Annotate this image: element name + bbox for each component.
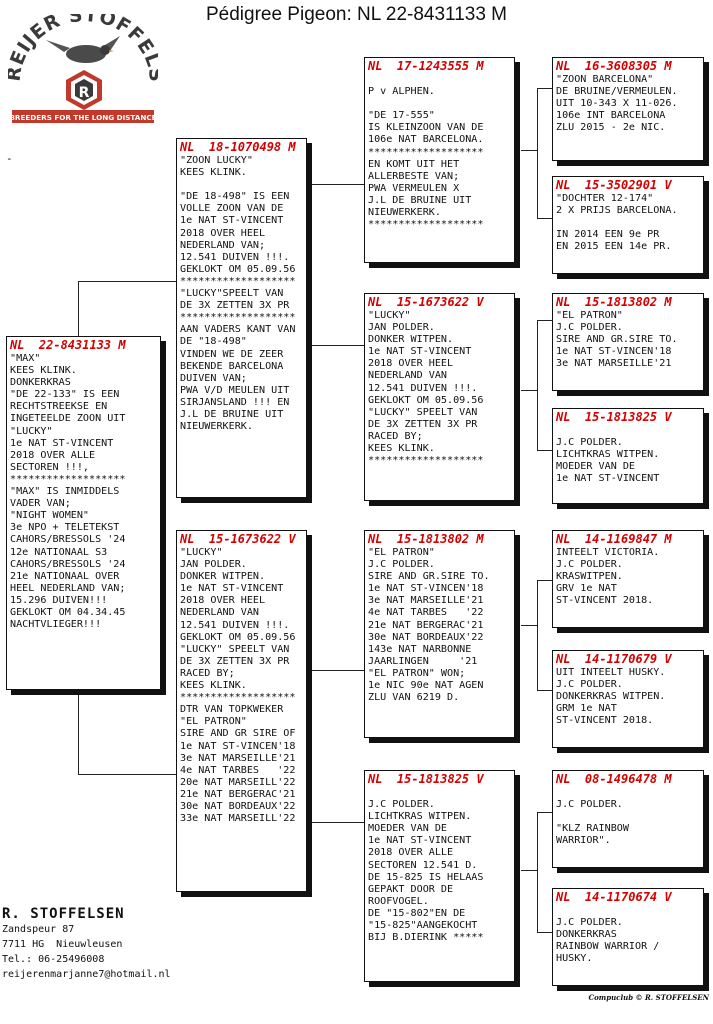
connector-line <box>521 870 537 871</box>
connector-line <box>521 625 537 626</box>
logo-graphic <box>8 14 158 126</box>
connector-line <box>78 281 176 282</box>
ring-number: NL 17-1243555 M <box>368 59 484 73</box>
pigeon-info: "ZOON LUCKY" KEES KLINK. "DE 18-498" IS EEN VOLLE ZOON VAN DE 1e NAT ST-VINCENT 2018 OVER HEEL NEDERLAND VAN; 12.541 DUIVEN !!!. GEKLOKT OM 05.09.56 ******************* "LUCKY"SPEELT VAN DE 3X ZETTEN 3X PR ******************* AAN VADERS KANT VAN DE "18-498" VINDEN WE DE ZEER BEKENDE BARCELONA DUIVEN VAN; PWA V/D MEULEN UIT SIRJANSLAND !!! EN J.L DE BRUINE UIT NIEUWERKERK. <box>180 155 296 433</box>
connector-line <box>537 320 552 321</box>
pigeon-info: "LUCKY" JAN POLDER. DONKER WITPEN. 1e NAT ST-VINCENT 2018 OVER HEEL NEDERLAND VAN 12.541 DUIVEN !!!. GEKLOKT OM 05.09.56 "LUCKY" SPEELT VAN DE 3X ZETTEN 3X PR RACED BY; KEES KLINK. ******************* DTR VAN TOPKWEKER "EL PATRON" SIRE AND GR SIRE OF 1e NAT ST-VINCEN'18 3e NAT MARSEILLE'21 4e NAT TARBES '22 20e NAT MARSEILL'22 21e NAT BERGERAC'21 30e NAT BORDEAUX'22 33e NAT MARSEILL'22 <box>180 547 296 825</box>
pigeon-card-dam[interactable] <box>176 530 307 892</box>
connector-line <box>537 812 538 932</box>
owner-block <box>2 906 171 982</box>
connector-line <box>307 670 364 671</box>
ring-number: NL 08-1496478 M <box>556 772 672 786</box>
pigeon-card-dss[interactable] <box>552 530 704 628</box>
connector-line <box>537 218 552 219</box>
footer-credit: Compuclub © R. STOFFELSEN <box>588 993 709 1002</box>
connector-line <box>537 320 538 450</box>
ring-number: NL 15-1673622 V <box>180 532 296 546</box>
pigeon-info: J.C POLDER. LICHTKRAS WITPEN. MOEDER VAN DE 1e NAT ST-VINCENT <box>556 437 660 485</box>
pigeon-card-sire-sire[interactable] <box>364 57 515 263</box>
pigeon-card-dsd[interactable] <box>552 650 704 748</box>
dash-marker: - <box>6 152 13 165</box>
pigeon-card-dds[interactable] <box>552 770 704 868</box>
ring-number: NL 15-1813825 V <box>368 772 484 786</box>
ring-number: NL 15-1813802 M <box>368 532 484 546</box>
pigeon-card-ddd[interactable] <box>552 888 704 986</box>
pigeon-card-subject[interactable] <box>6 336 161 690</box>
ring-number: NL 14-1170679 V <box>556 652 672 666</box>
connector-line <box>307 345 364 346</box>
connector-line <box>537 580 538 690</box>
pigeon-card-dam-dam[interactable] <box>364 770 515 982</box>
connector-line <box>521 390 537 391</box>
pigeon-info: "LUCKY" JAN POLDER. DONKER WITPEN. 1e NAT ST-VINCENT 2018 OVER HEEL NEDERLAND VAN 12.541 DUIVEN !!!. GEKLOKT OM 05.09.56 "LUCKY" SPEELT VAN DE 3X ZETTEN 3X PR RACED BY; KEES KLINK. ******************* <box>368 310 484 467</box>
pigeon-info: J.C POLDER. LICHTKRAS WITPEN. MOEDER VAN DE 1e NAT ST-VINCENT 2018 OVER ALLE SECTOREN 12.541 D. DE 15-825 IS HELAAS GEPAKT DOOR DE ROOFVOGEL. DE "15-802"EN DE "15-825"AANGEKOCHT BIJ B.DIERINK ***** <box>368 799 484 944</box>
pigeon-card-sire-dam[interactable] <box>364 293 515 501</box>
ring-number: NL 16-3608305 M <box>556 59 672 73</box>
connector-line <box>537 450 552 451</box>
logo-top-text: EIJER STOFFE <box>8 14 158 69</box>
ring-number: NL 18-1070498 M <box>180 140 296 154</box>
pigeon-info: J.C POLDER. DONKERKRAS RAINBOW WARRIOR / HUSKY. <box>556 917 660 965</box>
connector-line <box>537 690 552 691</box>
pigeon-info: "MAX" KEES KLINK. DONKERKRAS "DE 22-133" IS EEN RECHTSTREEKSE EN INGETEELDE ZOON UIT "LUCKY" 1e NAT ST-VINCENT 2018 OVER ALLE SECTOREN !!!, ******************* "MAX" IS INMIDDELS VADER VAN; "NIGHT WOMEN" 3e NPO + TELETEKST CAHORS/BRESSOLS '24 12e NATIONAAL S3 CAHORS/BRESSOLS '24 21e NATIONAAL OVER HEEL NEDERLAND VAN; 15.296 DUIVEN!!! GEKLOKT OM 04.34.45 NACHTVLIEGER!!! <box>10 353 126 631</box>
pigeon-info: J.C POLDER. "KLZ RAINBOW WARRIOR". <box>556 799 629 847</box>
pigeon-info: UIT INTEELT HUSKY. J.C POLDER. DONKERKRAS WITPEN. GRM 1e NAT ST-VINCENT 2018. <box>556 667 666 727</box>
pigeon-info: "EL PATRON" J.C POLDER. SIRE AND GR.SIRE TO. 1e NAT ST-VINCEN'18 3e NAT MARSEILLE'21 <box>556 310 678 370</box>
pigeon-info: INTEELT VICTORIA. J.C POLDER. KRASWITPEN. GRV 1e NAT ST-VINCENT 2018. <box>556 547 660 607</box>
pigeon-info: P v ALPHEN. "DE 17-555" IS KLEINZOON VAN DE 106e NAT BARCELONA. ******************* EN KOMT UIT HET ALLERBESTE VAN; PWA VERMEULEN X J.L DE BRUINE UIT NIEUWERKERK. ******************* <box>368 86 484 231</box>
pigeon-card-sdd[interactable] <box>552 408 704 504</box>
owner-address: Zandspeur 87 7711 HG Nieuwleusen Tel.: 06-25496008 reijerenmarjanne7@hotmail.nl <box>2 924 171 980</box>
connector-line <box>78 690 79 774</box>
ring-number: NL 14-1170674 V <box>556 890 672 904</box>
ring-number: NL 15-1813802 M <box>556 295 672 309</box>
connector-line <box>537 580 552 581</box>
pigeon-card-sss[interactable] <box>552 57 704 161</box>
pigeon-info: "ZOON BARCELONA" DE BRUINE/VERMEULEN. UIT 10-343 X 11-026. 106e INT BARCELONA ZLU 2015 - 2e NIC. <box>556 74 678 134</box>
ring-number: NL 14-1169847 M <box>556 532 672 546</box>
ring-number: NL 15-1813825 V <box>556 410 672 424</box>
ring-number: NL 22-8431133 M <box>10 338 126 352</box>
connector-line <box>521 150 537 151</box>
connector-line <box>537 88 552 89</box>
connector-line <box>307 822 364 823</box>
page-title: Pédigree Pigeon: NL 22-8431133 M <box>205 4 508 25</box>
ring-number: NL 15-3502901 V <box>556 178 672 192</box>
pigeon-card-dam-sire[interactable] <box>364 530 515 738</box>
pigeon-card-sds[interactable] <box>552 293 704 391</box>
pigeon-card-sire[interactable] <box>176 138 307 498</box>
ring-number: NL 15-1673622 V <box>368 295 484 309</box>
connector-line <box>537 812 552 813</box>
pigeon-info: "EL PATRON" J.C POLDER. SIRE AND GR.SIRE TO. 1e NAT ST-VINCEN'18 3e NAT MARSEILLE'21 4e NAT TARBES '22 21e NAT BERGERAC'21 30e NAT BORDEAUX'22 143e NAT NARBONNE JAARLINGEN '21 "EL PATRON" WON; 1e NIC 90e NAT AGEN ZLU VAN 6219 D. <box>368 547 490 704</box>
hexagon-r-icon <box>66 70 102 110</box>
connector-line <box>78 774 176 775</box>
pigeon-icon <box>46 36 120 63</box>
connector-line <box>537 88 538 218</box>
connector-line <box>537 932 552 933</box>
connector-line <box>307 184 364 185</box>
pigeon-info: "DOCHTER 12-174" 2 X PRIJS BARCELONA. IN 2014 EEN 9e PR EN 2015 EEN 14e PR. <box>556 193 678 253</box>
logo-banner-text: BREEDERS FOR THE LONG DISTANCE <box>9 113 157 122</box>
breeder-logo <box>8 14 158 126</box>
pigeon-card-ssd[interactable] <box>552 176 704 274</box>
svg-text:R: R <box>78 85 90 101</box>
owner-name: R. STOFFELSEN <box>2 906 125 922</box>
